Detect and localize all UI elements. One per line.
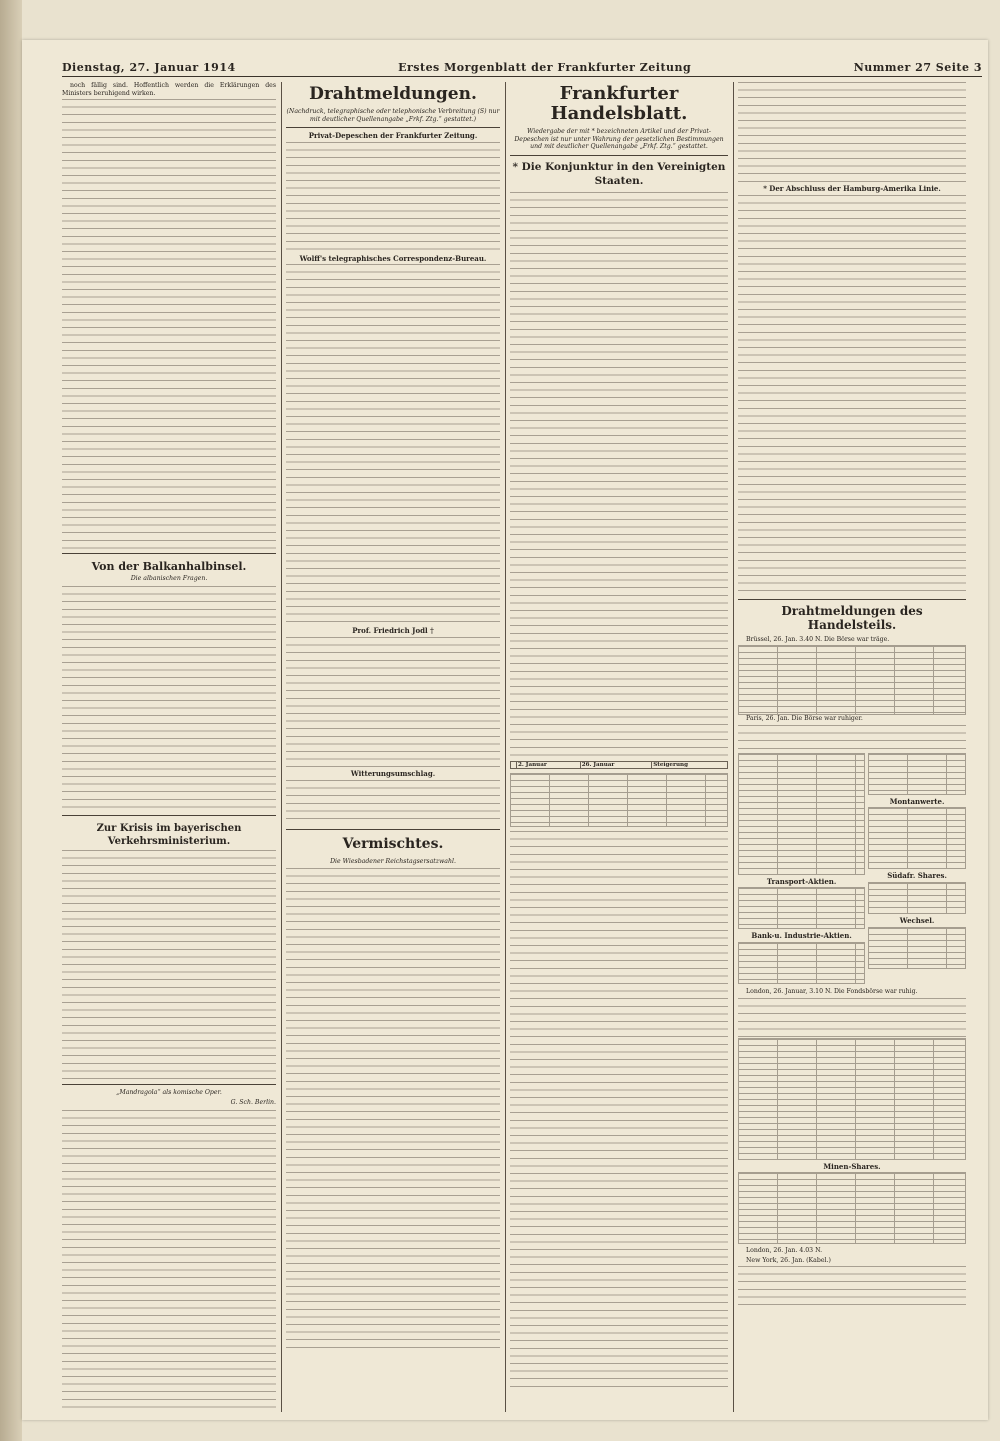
exchange-table [868,927,966,969]
text-block [738,1266,966,1306]
paris-tables [738,753,966,984]
page-header [62,58,982,77]
text-block [62,1110,276,1412]
divider [62,553,276,554]
column-rule [281,82,282,1412]
table-body [510,773,728,827]
reprint-note: (Nachdruck, telegraphische oder telephonische Verbreitung (S) nur mit deutlicher Quellenangabe „Frkf. Ztg.“ gestattet.) [286,108,500,123]
text-block [738,725,966,753]
london-report: London, 26. Januar, 3.10 N. Die Fondsbörse war ruhig. [746,987,918,995]
wolff-bureau-head: Wolff's telegraphisches Correspondenz-Bureau. [299,253,487,263]
text-block [62,99,276,549]
handelsblatt-title: Frankfurter Handelsblatt. [550,83,688,124]
newspaper-title: Erstes Morgenblatt der Frankfurter Zeitung [398,60,692,74]
text-block [510,831,728,1391]
divider [510,155,728,156]
column-4 [738,82,966,1412]
transport-head: Transport-Aktien. [766,876,837,886]
text-block [510,192,728,757]
paris-fonds-table [738,753,865,875]
text-block [738,998,966,1038]
column-2 [286,82,500,1412]
section-title-bavarian-crisis: Zur Krisis im bayerischen Verkehrsministerium. [96,822,242,847]
montan-head: Montanwerte. [889,796,945,806]
table-header: 26. Januar [580,761,652,769]
feuilleton-author: G. Sch. Berlin. [230,1099,276,1107]
divider [62,815,276,816]
divider [286,829,500,830]
new-york-report: New York, 26. Jan. (Kabel.) [746,1256,831,1264]
south-africa-head: Südafr. Shares. [887,871,947,881]
book-binding-edge [0,0,22,1441]
text-block [286,142,500,252]
article-title-conjuncture: * Die Konjunktur in den Vereinigten Staaten. [512,160,726,187]
table-header: 2. Januar [517,761,581,769]
column-rule [733,82,734,1412]
section-title-balkan: Von der Balkanhalbinsel. [91,560,247,574]
lead-fragment: noch fällig sind. Hoffentlich werden die Erklärungen des Ministers beruhigend wirken. [62,82,276,97]
handelsblatt-note: Wiedergabe der mit * bezeichneten Artikel und der Privat-Depeschen ist nur unter Wahrung der gesetzlichen Bestimmungen und mit deutlicher Quellenangabe „Frkf. Ztg.“ gestattet. [514,128,724,151]
column-1 [62,82,276,1412]
paris-report: Paris, 26. Jan. Die Börse war ruhiger. [746,715,863,723]
column-rule [505,82,506,1412]
text-block [62,586,276,811]
exchange-head: Wechsel. [899,915,935,925]
text-block [286,780,500,825]
paris-side-table [868,753,966,795]
vermischtes-title: Vermischtes. [342,835,444,852]
vermischtes-subtitle: Die Wiesbadener Reichstagsersatzwahl. [330,857,456,865]
divider [738,599,966,600]
montan-table [868,807,966,869]
weather-head: Witterungsumschlag. [350,768,436,778]
page-number: Nummer 27 Seite 3 [853,60,982,74]
london-table [738,1038,966,1160]
brussels-report: Brüssel, 26. Jan. 3.40 N. Die Börse war träge. [746,635,890,643]
hapag-head: * Der Abschluss der Hamburg-Amerika Linie. [763,184,941,193]
bank-industry-head: Bank-u. Industrie-Aktien. [751,931,852,941]
brussels-table [738,645,966,715]
text-block [738,82,966,182]
text-block [286,264,500,624]
section-subtitle-albanian: Die albanischen Fragen. [130,575,208,583]
column-3 [510,82,728,1412]
mines-table [738,1172,966,1244]
london-late-report: London, 26. Jan. 4.03 N. [746,1247,823,1255]
text-block [286,637,500,767]
private-dispatches-head: Privat-Depeschen der Frankfurter Zeitung. [308,131,478,141]
price-table [510,761,728,770]
market-dispatches-title: Drahtmeldungen des Handelsteils. [781,603,923,632]
divider [62,1084,276,1085]
jodl-obituary-head: Prof. Friedrich Jodl † [352,626,434,636]
text-block [62,850,276,1080]
text-block [286,868,500,1348]
text-block [738,195,966,595]
mines-head: Minen-Shares. [823,1161,881,1171]
table-header: Steigerung [652,761,728,769]
issue-date: Dienstag, 27. Januar 1914 [62,60,236,74]
south-africa-table [868,882,966,914]
transport-table [738,887,865,929]
divider [286,127,500,128]
drahtmeldungen-title: Drahtmeldungen. [309,84,477,104]
bank-table [738,942,865,984]
feuilleton-head: „Mandragola“ als komische Oper. [116,1088,222,1096]
